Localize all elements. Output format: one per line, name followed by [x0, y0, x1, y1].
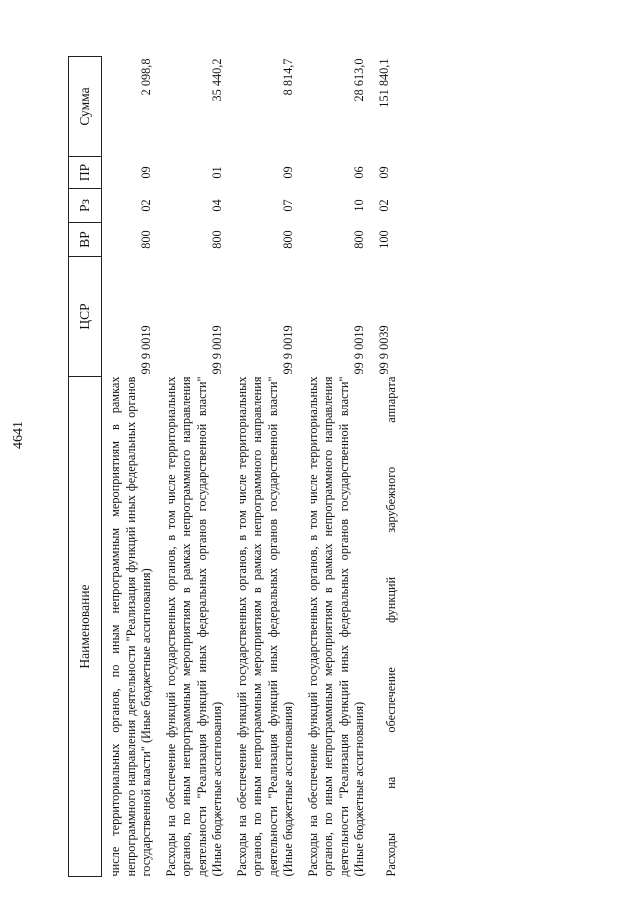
table-row: [233, 57, 304, 877]
row-sum: 28 613,0: [352, 58, 366, 102]
row-sum: 35 440,2: [210, 58, 224, 102]
row-rz: 02: [139, 199, 153, 212]
row-name: Расходы на обеспечение функций зарубежного аппарата: [383, 376, 398, 877]
table-row: [375, 57, 400, 877]
row-csr: 99 9 0039: [376, 325, 391, 375]
row-rz: 02: [376, 199, 391, 212]
row-sum: 2 098,8: [139, 58, 153, 96]
row-pr: 09: [376, 166, 391, 179]
row-name: Расходы на обеспечение функций государственных органов, в том числе территориальных органов, по иным непрограммным мероприятиям в рамках непрограммного направления деятельности "Реализация функций иных федеральных органов государственной власти" (Иные бюджетные ассигнования): [163, 376, 224, 877]
row-sum: 151 840,1: [376, 58, 391, 108]
row-csr: 99 9 0019: [139, 325, 153, 375]
header-pr: ПР: [69, 157, 102, 189]
row-csr: 99 9 0019: [210, 325, 224, 375]
row-vr: 100: [376, 230, 391, 249]
row-rz: 04: [210, 199, 224, 212]
header-name: Наименование: [69, 377, 102, 877]
row-vr: 800: [210, 230, 224, 249]
row-rz: 07: [281, 199, 295, 212]
row-pr: 01: [210, 166, 224, 179]
row-pr: 09: [281, 166, 295, 179]
header-rz: Рз: [69, 189, 102, 223]
header-csr: ЦСР: [69, 257, 102, 377]
row-csr: 99 9 0019: [281, 325, 295, 375]
row-sum: 8 814,7: [281, 58, 295, 96]
header-sum: Сумма: [69, 57, 102, 157]
table-row: [304, 57, 375, 877]
row-pr: 09: [139, 166, 153, 179]
row-name: Расходы на обеспечение функций государственных органов, в том числе территориальных органов, по иным непрограммным мероприятиям в рамках непрограммного направления деятельности "Реализация функций иных федеральных органов государственной власти" (Иные бюджетные ассигнования): [234, 376, 295, 877]
budget-table: [68, 56, 399, 877]
table-row: [162, 57, 233, 877]
row-name: числе территориальных органов, по иным непрограммным мероприятиям в рамках непрограммного направления деятельности "Реализация функций иных федеральных органов государственной власти" (Иные бюджетные ассигнования): [108, 376, 153, 877]
row-csr: 99 9 0019: [352, 325, 366, 375]
table-row: [102, 57, 162, 877]
row-vr: 800: [281, 230, 295, 249]
header-vr: ВР: [69, 223, 102, 257]
row-vr: 800: [139, 230, 153, 249]
page-number: 4641: [11, 421, 26, 449]
row-vr: 800: [352, 230, 366, 249]
row-rz: 10: [352, 199, 366, 212]
table-header-row: [69, 57, 102, 877]
row-name: Расходы на обеспечение функций государственных органов, в том числе территориальных органов, по иным непрограммным мероприятиям в рамках непрограммного направления деятельности "Реализация функций иных федеральных органов государственной власти" (Иные бюджетные ассигнования): [305, 376, 366, 877]
row-pr: 06: [352, 166, 366, 179]
